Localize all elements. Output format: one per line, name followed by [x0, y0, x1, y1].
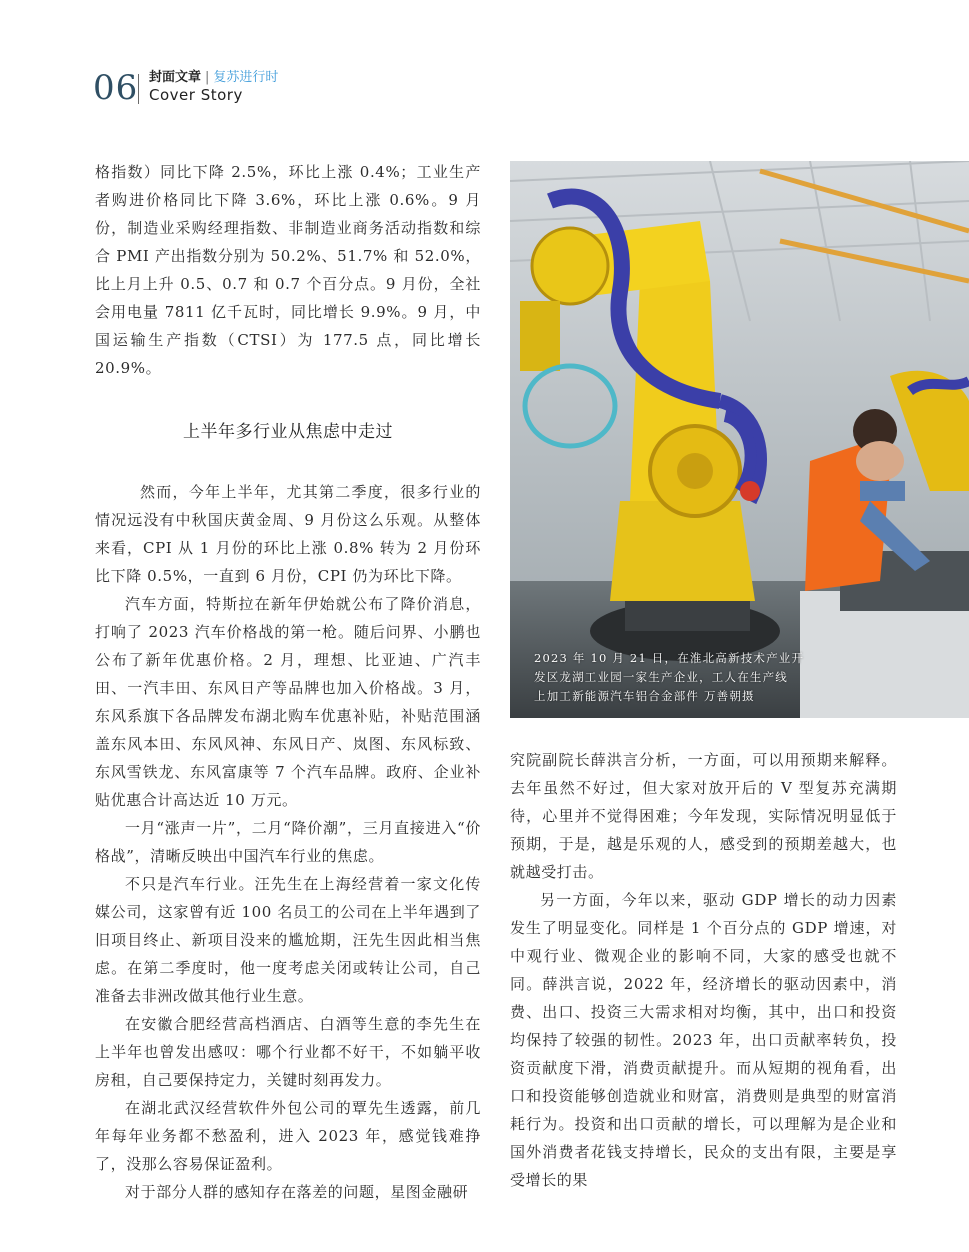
paragraph: 不只是汽车行业。汪先生在上海经营着一家文化传媒公司，这家曾有近 100 名员工的公司在上半年遇到了旧项目终止、新项目没来的尴尬期，汪先生因此相当焦虑。在第二季度时，他一度考虑关闭或转让公司，自己准备去非洲改做其他行业生意。	[95, 875, 481, 1005]
section-title-cn: 封面文章	[149, 70, 202, 85]
caption-line: 2023 年 10 月 21 日，在淮北高新技术产业开	[534, 651, 805, 665]
factory-photo	[510, 161, 969, 718]
photo-caption	[534, 649, 854, 706]
paragraph-intro: 格指数）同比下降 2.5%，环比上涨 0.4%；工业生产者购进价格同比下降 3.6%，环比上涨 0.6%。9 月份，制造业采购经理指数、非制造业商务活动指数和综合 PMI 产出指数分别为 50.2%、51.7% 和 52.0%，比上月上升 0.5、0.7 和 0.7 个百分点。9 月份，全社会用电量 7811 亿千瓦时，同比增长 9.9%。9 月，中国运输生产指数（CTSI）为 177.5 点，同比增长 20.9%。	[95, 163, 481, 377]
paragraph: 汽车方面，特斯拉在新年伊始就公布了降价消息，打响了 2023 汽车价格战的第一枪。随后问界、小鹏也公布了新年优惠价格。2 月，理想、比亚迪、广汽丰田、一汽丰田、东风日产等品牌也加入价格战。3 月，东风系旗下各品牌发布湖北购车优惠补贴，补贴范围涵盖东风本田、东风风神、东风日产、岚图、东风标致、东风雪铁龙、东风富康等 7 个汽车品牌。政府、企业补贴优惠合计高达近 10 万元。	[95, 595, 481, 809]
subheading: 上半年多行业从焦虑中走过	[183, 422, 393, 442]
section-title-en: Cover Story	[149, 86, 243, 104]
subsection-title: 复苏进行时	[213, 70, 279, 85]
right-column	[510, 746, 897, 1194]
page-number: 06	[93, 68, 139, 108]
section-label	[149, 70, 278, 86]
robot-arm-illustration	[510, 161, 969, 718]
paragraph: 对于部分人群的感知存在落差的问题，星图金融研	[125, 1183, 469, 1201]
paragraph: 然而，今年上半年，尤其第二季度，很多行业的情况远没有中秋国庆黄金周、9 月份这么乐观。从整体来看，CPI 从 1 月份的环比上涨 0.8% 转为 2 月份环比下降 0.5%，一直到 6 月份，CPI 仍为环比下降。	[95, 483, 481, 585]
caption-line: 上加工新能源汽车铝合金部件 万善朝摄	[534, 689, 755, 703]
header-divider	[138, 74, 139, 104]
paragraph: 另一方面，今年以来，驱动 GDP 增长的动力因素发生了明显变化。同样是 1 个百分点的 GDP 增速，对中观行业、微观企业的影响不同，大家的感受也就不同。薛洪言说，2022 年，经济增长的驱动因素中，消费、出口、投资三大需求相对均衡，其中，出口和投资均保持了较强的韧性。2023 年，出口贡献率转负，投资贡献度下滑，消费贡献提升。而从短期的视角看，出口和投资能够创造就业和财富，消费则是典型的财富消耗行为。投资和出口贡献的增长，可以理解为是企业和国外消费者花钱支持增长，民众的支出有限，主要是享受增长的果	[510, 891, 897, 1189]
paragraph: 一月“涨声一片”，二月“降价潮”，三月直接进入“价格战”，清晰反映出中国汽车行业的焦虑。	[95, 819, 481, 865]
paragraph: 在安徽合肥经营高档酒店、白酒等生意的李先生在上半年也曾发出感叹：哪个行业都不好干，不如躺平收房租，自己要保持定力，关键时刻再发力。	[95, 1015, 481, 1089]
left-column	[95, 158, 481, 1206]
section-separator: |	[205, 70, 210, 85]
paragraph: 究院副院长薛洪言分析，一方面，可以用预期来解释。去年虽然不好过，但大家对放开后的 V 型复苏充满期待，心里并不觉得困难；今年发现，实际情况明显低于预期，于是，越是乐观的人，感受到的预期差越大，也就越受打击。	[510, 751, 897, 881]
paragraph: 在湖北武汉经营软件外包公司的覃先生透露，前几年每年业务都不愁盈利，进入 2023 年，感觉钱难挣了，没那么容易保证盈利。	[95, 1099, 481, 1173]
caption-line: 发区龙湖工业园一家生产企业，工人在生产线	[534, 670, 788, 684]
